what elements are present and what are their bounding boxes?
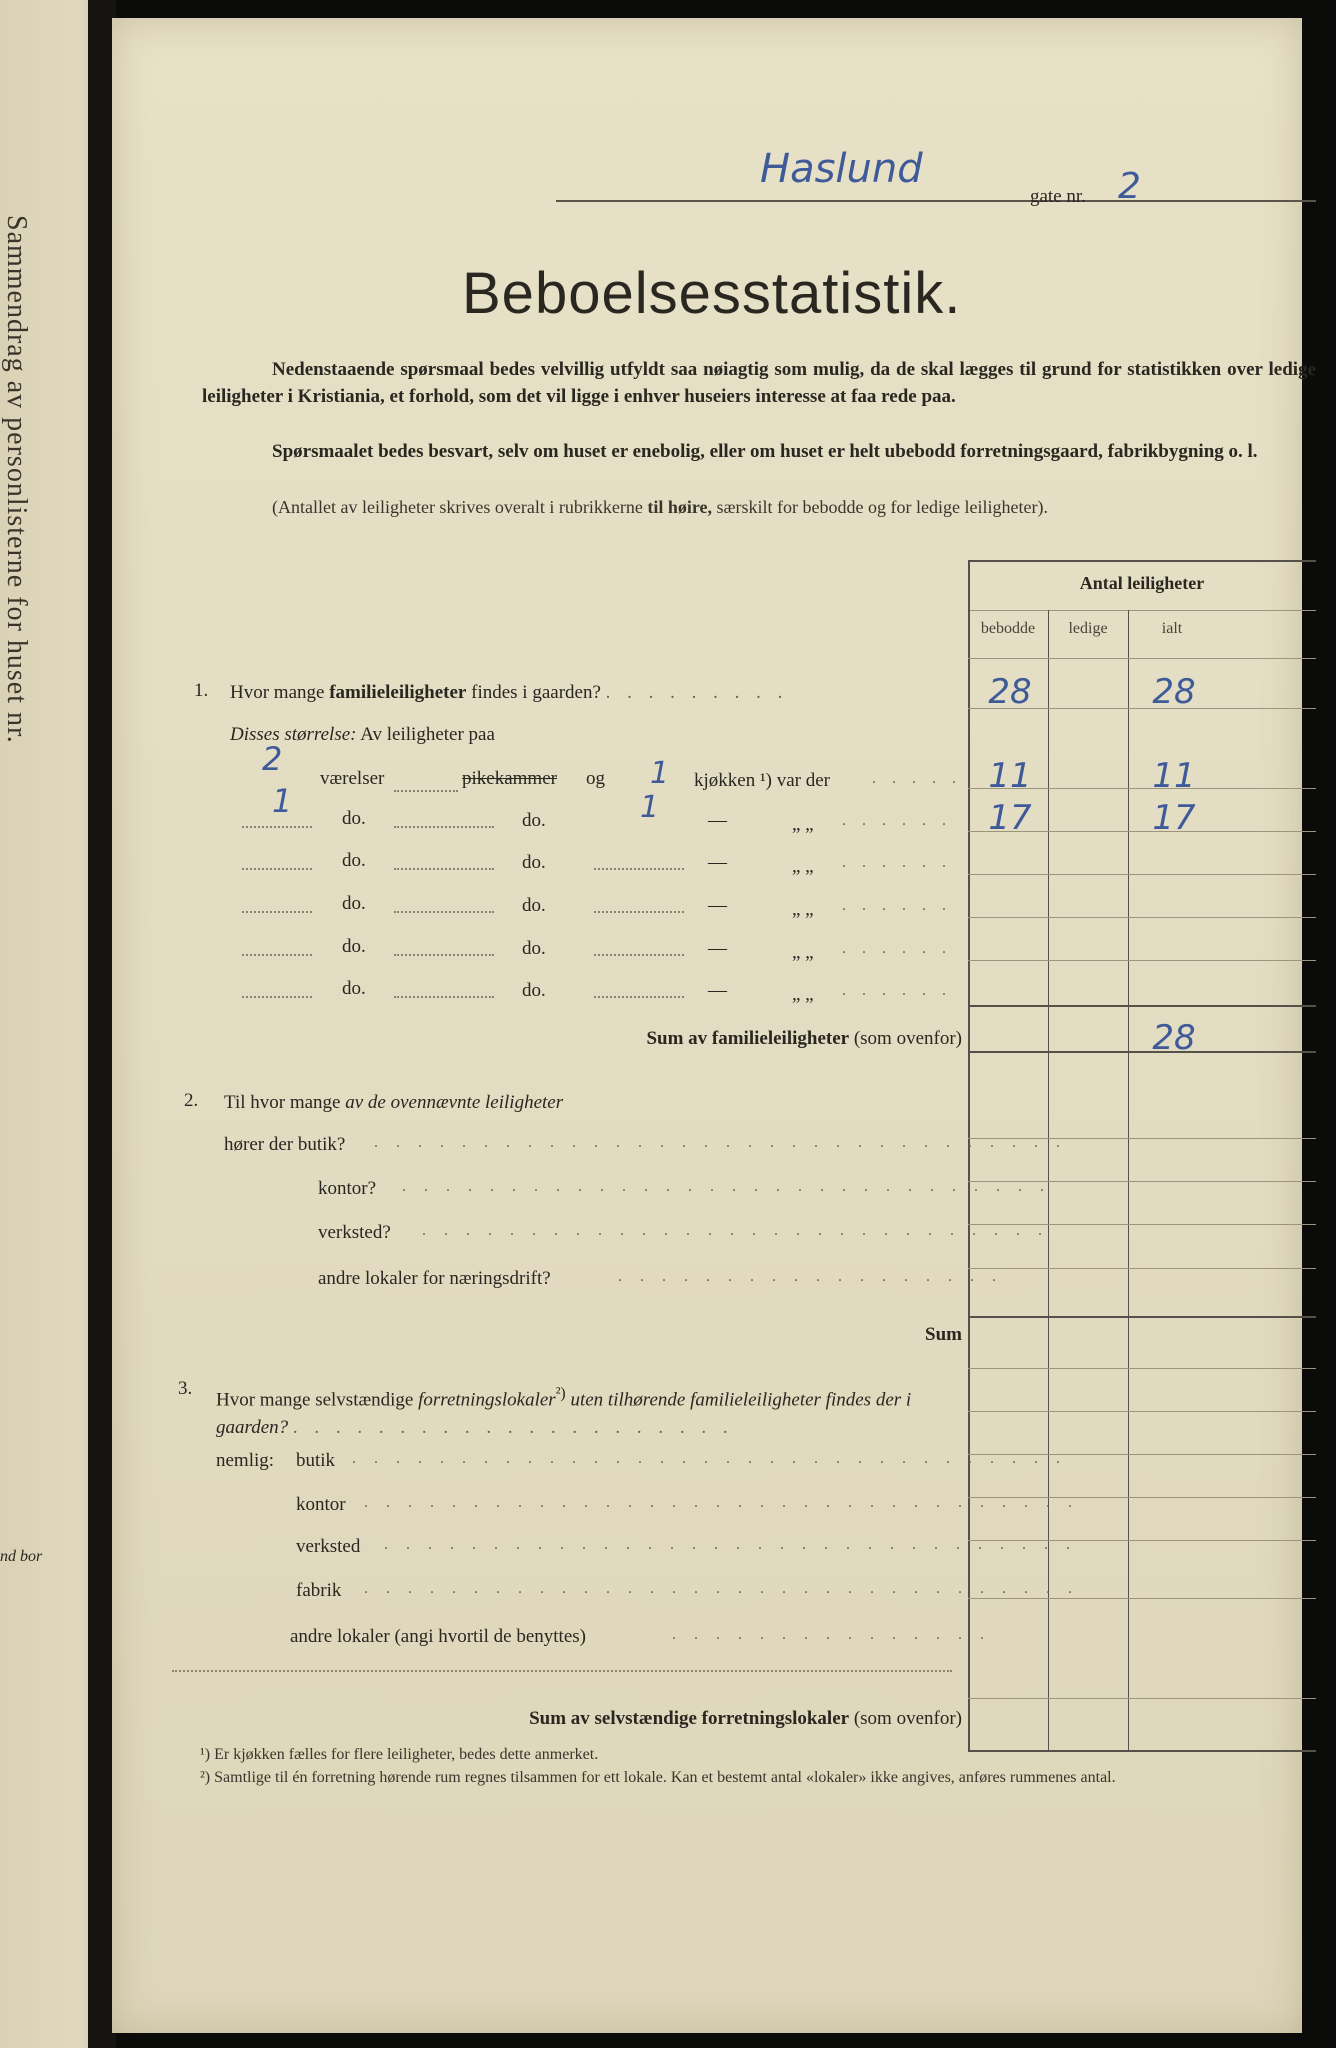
- table-row-rule: [968, 658, 1316, 659]
- row1-kitchen: 1: [650, 756, 670, 791]
- q3-italic1: forretningslokaler: [418, 1389, 556, 1411]
- q3-leader: . . . . . . . . . . . . . . . . . . . . . . . . . . . . . . . . .: [352, 1450, 1067, 1467]
- page-title: Beboelsesstatistik.: [462, 261, 962, 326]
- q2-sum: Sum: [925, 1324, 962, 1345]
- q3-item-verksted: verksted: [296, 1536, 361, 1557]
- size-row-5: do. do. — „ „ . . . . . .: [242, 932, 972, 976]
- q2-item-verksted: verksted?: [318, 1222, 391, 1243]
- q3-pre: Hvor mange selvstændige: [216, 1389, 414, 1411]
- row3-pike: do.: [522, 852, 546, 873]
- row6-kitchen-label: —: [708, 980, 727, 1001]
- spine-small-text: nd bor: [0, 1548, 43, 1565]
- q1-bebodde-value: 28: [988, 672, 1032, 712]
- row2-dots-a: [242, 826, 312, 828]
- q1-number: 1.: [194, 680, 209, 701]
- table-row-rule: [968, 1411, 1316, 1412]
- row6-quote: „ „: [792, 984, 814, 1005]
- q1-sum-ialt: 28: [1152, 1018, 1196, 1058]
- q3-leader: . . . . . . . . . . . . . . .: [672, 1626, 991, 1643]
- gate-nr-label: gate nr.: [1030, 186, 1086, 207]
- q1-sum-bold: Sum av familieleiligheter: [646, 1028, 850, 1049]
- row2-bebodde: 17: [988, 798, 1032, 838]
- q3-item-andre: andre lokaler (angi hvortil de benyttes): [290, 1626, 586, 1647]
- street-name-handwritten: Haslund: [760, 146, 923, 192]
- row5-pike: do.: [522, 938, 546, 959]
- q1-size-post: Av leiligheter paa: [360, 724, 495, 745]
- row3-rooms-label: do.: [342, 850, 366, 871]
- q3-italic2: uten tilhørende familieleiligheter findes der i gaarden?: [216, 1389, 912, 1439]
- q2-item-kontor: kontor?: [318, 1178, 377, 1199]
- row2-ialt: 17: [1152, 798, 1196, 838]
- table-row-rule: [968, 1268, 1316, 1269]
- q2-leader: . . . . . . . . . . . . . . . . . . . . . . . . . . . . .: [422, 1222, 1049, 1239]
- intro-paragraph-3: [202, 494, 1316, 521]
- q3-leader: . . . . . . . . . . . . . . . . . . . . . . . . . . . . . . . .: [384, 1536, 1077, 1553]
- row2-leader: . . . . . .: [842, 812, 952, 829]
- intro-p3-post: særskilt for bebodde og for ledige leiligheter).: [716, 497, 1048, 517]
- table-row-rule: [968, 917, 1316, 918]
- q2-italic: av de ovennævnte leiligheter: [345, 1092, 564, 1113]
- form-page: [112, 18, 1316, 2033]
- table-sum2-rule-top: [968, 1316, 1316, 1318]
- size-row-3: do. do. — „ „ . . . . . .: [242, 846, 972, 890]
- row5-quote: „ „: [792, 942, 814, 963]
- row1-leader: . . . . .: [872, 770, 962, 787]
- table-sum1-rule-top: [968, 1005, 1316, 1007]
- col-header-ledige: ledige: [1068, 620, 1108, 637]
- row4-quote: „ „: [792, 899, 814, 920]
- table-row-rule: [968, 1698, 1316, 1699]
- q2-pre: Til hvor mange: [224, 1092, 341, 1113]
- row4-rooms-label: do.: [342, 893, 366, 914]
- size-row-4: do. do. — „ „ . . . . . .: [242, 889, 972, 933]
- row1-rooms-label: værelser: [320, 768, 385, 789]
- q1-ialt-value: 28: [1152, 672, 1196, 712]
- q3-sum-line: [322, 1708, 962, 1730]
- table-top-rule: [968, 560, 1316, 562]
- row2-dots-b: [394, 826, 494, 828]
- row2-kitchen: 1: [640, 790, 660, 825]
- q1-bold: familieleiligheter: [329, 682, 467, 703]
- row4-pike: do.: [522, 895, 546, 916]
- intro-paragraph-1: [202, 356, 1316, 410]
- row1-pike: pikekammer: [462, 768, 557, 789]
- q3-leader: . . . . . . . . . . . . . . . . . . . . . . . . . . . . . . . . .: [364, 1580, 1079, 1597]
- q1-sum-line: [582, 1028, 962, 1050]
- table-header-rule: [968, 610, 1316, 611]
- intro-paragraph-2: [202, 438, 1316, 465]
- q2-item-andre: andre lokaler for næringsdrift?: [318, 1268, 551, 1289]
- q1-size-label: Disses størrelse:: [230, 724, 357, 745]
- q1-question: Hvor mange familieleiligheter findes i gaarden? . . . . . . . . .: [230, 682, 789, 703]
- q3-item-butik: butik: [296, 1450, 336, 1471]
- row1-rooms: 2: [262, 740, 283, 778]
- row5-rooms-label: do.: [342, 936, 366, 957]
- q3-sum-bold: Sum av selvstændige forretningslokaler: [529, 1708, 850, 1729]
- row1-ialt: 11: [1152, 756, 1196, 796]
- row4-kitchen-label: —: [708, 895, 727, 916]
- table-left-rule: [968, 560, 970, 1750]
- row6-rooms-label: do.: [342, 978, 366, 999]
- table-row-rule: [968, 1598, 1316, 1599]
- street-underline: [556, 200, 1316, 202]
- row1-bebodde: 11: [988, 756, 1032, 796]
- table-header-title: Antal leiligheter: [1079, 573, 1205, 593]
- intro-p2-text: Spørsmaalet bedes besvart, selv om huset er enebolig, eller om huset er helt ubebodd forretningsgaard, fabrikbygning o. l.: [272, 441, 1258, 462]
- q3-sum-post: (som ovenfor): [853, 1708, 962, 1729]
- q2-leader: . . . . . . . . . . . . . . . . . . . . . . . . . . . . . . . .: [374, 1134, 1067, 1151]
- row1-dots: [394, 790, 458, 792]
- q1-post: findes i gaarden?: [471, 682, 601, 703]
- row1-og: og: [586, 768, 605, 789]
- q2-number: 2.: [184, 1090, 199, 1111]
- intro-p1-text: Nedenstaaende spørsmaal bedes velvillig utfyldt saa nøiagtig som mulig, da de skal lægges til grund for statistikken over ledige leiligheter i Kristiania, et forhold, som det vil ligge i enhver huseiers interesse at faa rede paa.: [202, 359, 1316, 407]
- table-row-rule: [968, 1368, 1316, 1369]
- row2-rooms-label: do.: [342, 808, 366, 829]
- q2-question: [224, 1092, 563, 1114]
- row2-rooms: 1: [272, 782, 293, 820]
- q3-leader: . . . . . . . . . . . . . . . . . . . . . . . . . . . . . . . . .: [364, 1494, 1079, 1511]
- spine-text: Sammendrag av personlisterne for huset nr.: [1, 215, 32, 744]
- table-row-rule: [968, 874, 1316, 875]
- row2-pike: do.: [522, 810, 546, 831]
- row6-pike: do.: [522, 980, 546, 1001]
- q3-question: Hvor mange selvstændige forretningslokaler$^{^2)}$ uten tilhørende familieleiligheter findes der i gaarden? . . . . . . . . . . . . . . . . . . . . .: [216, 1385, 912, 1439]
- q2-item-butik: hører der butik?: [224, 1134, 346, 1155]
- q3-sup: ²): [555, 1385, 566, 1402]
- intro-p3-pre: (Antallet av leiligheter skrives overalt i rubrikkerne: [272, 497, 643, 517]
- intro-p3-bold: til høire,: [647, 497, 713, 517]
- row2-kitchen-label: —: [708, 810, 727, 831]
- q3-separator: [172, 1670, 952, 1672]
- q3-nemlig: nemlig:: [216, 1450, 275, 1471]
- q2-leader: . . . . . . . . . . . . . . . . . .: [618, 1268, 1003, 1285]
- gate-nr-value: 2: [1118, 166, 1141, 207]
- table-col-rule-2: [1128, 610, 1129, 1750]
- col-header-ialt: ialt: [1161, 620, 1183, 637]
- row5-kitchen-label: —: [708, 938, 727, 959]
- q3-number: 3.: [178, 1378, 193, 1399]
- left-page-strip: [0, 0, 100, 2048]
- q1-pre: Hvor mange: [230, 682, 325, 703]
- q3-item-kontor: kontor: [296, 1494, 346, 1515]
- q2-leader: . . . . . . . . . . . . . . . . . . . . . . . . . . . . . .: [402, 1178, 1051, 1195]
- footnote-2: ²) Samtlige til én forretning hørende rum regnes tilsammen for ett lokale. Kan et bestemt antal «lokaler» ikke angives, anføres rummenes antal.: [200, 1769, 1116, 1786]
- table-row-rule: [968, 960, 1316, 961]
- q1-sum-post: (som ovenfor): [853, 1028, 962, 1049]
- q3-item-fabrik: fabrik: [296, 1580, 342, 1601]
- footnote-1: ¹) Er kjøkken fælles for flere leiligheter, bedes dette anmerket.: [200, 1746, 599, 1763]
- row3-quote: „ „: [792, 856, 814, 877]
- row2-quote: „ „: [792, 814, 814, 835]
- row1-kitchen-label: kjøkken ¹) var der: [694, 770, 831, 791]
- col-header-bebodde: bebodde: [980, 620, 1036, 637]
- row3-kitchen-label: —: [708, 852, 727, 873]
- size-row-6: do. do. — „ „ . . . . . .: [242, 974, 972, 1018]
